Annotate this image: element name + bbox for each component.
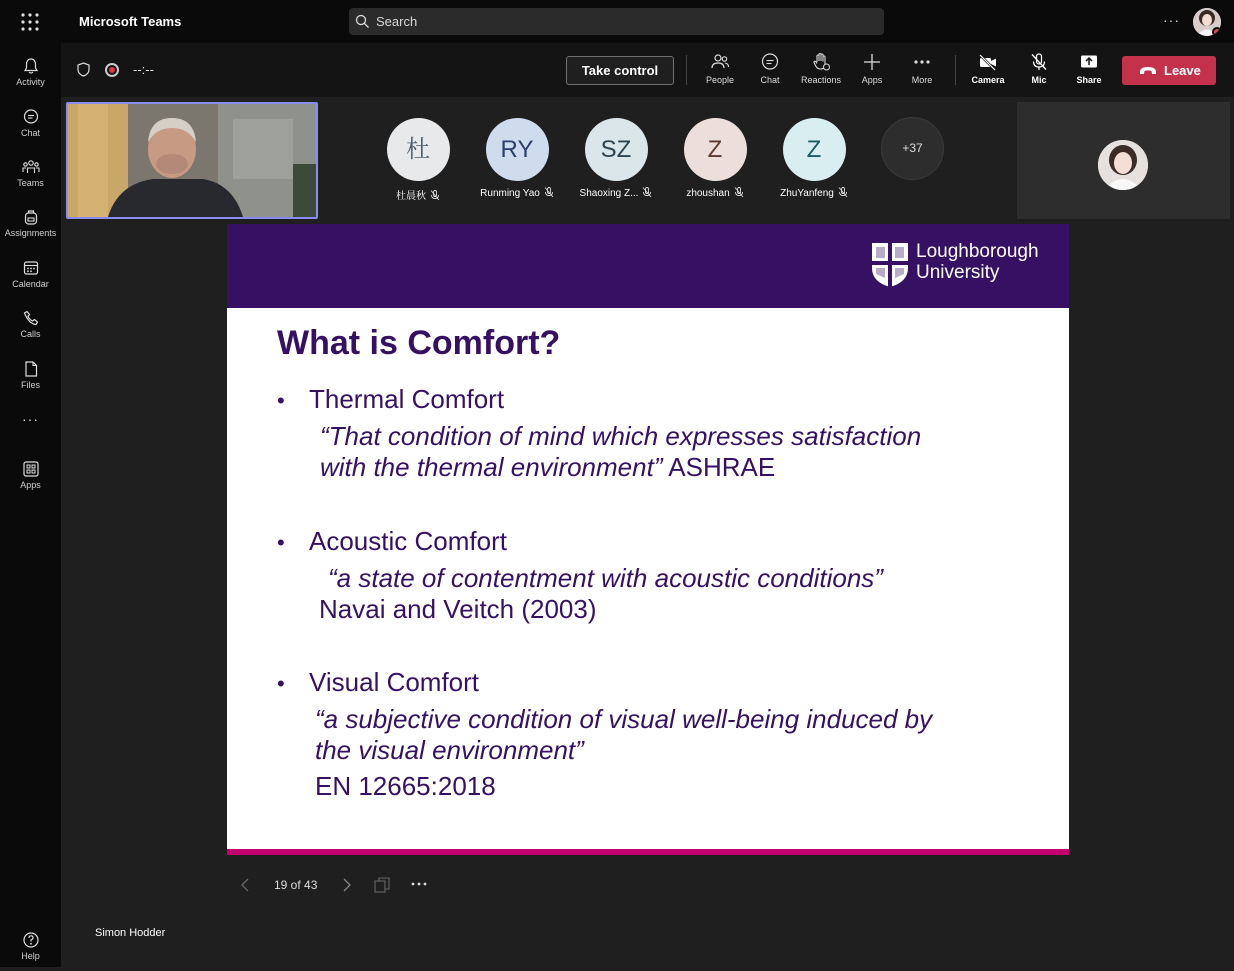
camera-label: Camera: [971, 75, 1005, 85]
participant-name-row: [472, 187, 562, 199]
participant-avatar: SZ: [585, 118, 648, 181]
slide-header: [227, 224, 1069, 308]
apps-icon: [22, 460, 40, 478]
university-name-line1: Loughborough: [916, 241, 1039, 262]
more-label: More: [911, 75, 933, 85]
participant-name: ZhuYanfeng: [780, 188, 834, 199]
rail-label: Calendar: [12, 279, 49, 289]
speaker-video-tile[interactable]: [66, 102, 318, 219]
rail-label: Chat: [20, 128, 40, 138]
presence-status-icon: [1212, 27, 1221, 36]
university-name: [916, 241, 1039, 283]
people-icon: [710, 52, 730, 72]
quote-source: ASHRAE: [662, 452, 776, 482]
bullet-heading: Acoustic Comfort: [309, 526, 507, 556]
people-button[interactable]: [695, 49, 745, 93]
quote-thermal: [320, 421, 921, 483]
participant-name-row: [373, 187, 463, 202]
participant-tile[interactable]: [472, 118, 562, 199]
apps-label: Apps: [861, 75, 883, 85]
slide-overview-icon[interactable]: [374, 877, 390, 893]
quote-line: “That condition of mind which expresses satisfaction: [320, 421, 922, 451]
bullet-heading: Visual Comfort: [309, 667, 480, 697]
self-video-tile[interactable]: [1017, 102, 1230, 219]
leave-button[interactable]: [1122, 56, 1216, 85]
mic-button[interactable]: [1014, 49, 1064, 93]
raise-hand-icon: [811, 52, 831, 72]
more-icon: [912, 52, 932, 72]
quote-acoustic: “a state of contentment with acoustic conditions”: [328, 563, 883, 593]
bullet-dot: •: [277, 388, 285, 413]
rail-item-chat[interactable]: [0, 100, 61, 148]
divider: [686, 55, 687, 85]
participant-name-row: [670, 187, 760, 199]
chat-icon: [22, 108, 40, 126]
chat-label: Chat: [760, 75, 780, 85]
slide-more-options-icon[interactable]: [411, 881, 427, 887]
rail-item-calendar[interactable]: [0, 251, 61, 299]
participant-name: zhoushan: [686, 188, 730, 199]
help-icon: [22, 931, 40, 949]
recording-icon: [105, 63, 119, 77]
search-icon: [355, 14, 370, 29]
quote-visual: [315, 704, 932, 766]
presenter-name: Simon Hodder: [95, 927, 166, 939]
camera-off-icon: [978, 52, 998, 72]
camera-button[interactable]: [963, 49, 1013, 93]
participant-avatar: Z: [684, 118, 747, 181]
rail-item-teams[interactable]: [0, 150, 61, 198]
next-slide-icon[interactable]: [342, 878, 352, 892]
participant-tile[interactable]: [670, 118, 760, 199]
rail-item-files[interactable]: [0, 352, 61, 400]
apps-button[interactable]: [847, 49, 897, 93]
participant-tile[interactable]: [769, 118, 859, 199]
rail-item-calls[interactable]: [0, 301, 61, 349]
quote-line: the visual environment”: [315, 735, 584, 765]
bell-icon: [22, 57, 40, 75]
university-name-line2: University: [916, 262, 1000, 283]
search-input[interactable]: [376, 8, 876, 35]
app-launcher-icon[interactable]: [20, 12, 40, 32]
search-box[interactable]: [349, 8, 884, 35]
teams-icon: [22, 158, 40, 176]
self-avatar: [1098, 140, 1148, 190]
bullet-dot: •: [277, 530, 285, 555]
chat-button[interactable]: [745, 49, 795, 93]
mic-muted-icon: [544, 187, 554, 198]
more-participants-button[interactable]: +37: [881, 117, 944, 180]
participant-name: Runming Yao: [480, 188, 540, 199]
bullet-heading: Thermal Comfort: [309, 384, 505, 414]
mic-muted-icon: [642, 187, 652, 198]
reactions-label: Reactions: [800, 75, 842, 85]
people-label: People: [705, 75, 735, 85]
settings-more-icon[interactable]: ···: [1163, 12, 1180, 28]
more-button[interactable]: [897, 49, 947, 93]
rail-more-icon[interactable]: ···: [22, 411, 39, 427]
share-label: Share: [1076, 75, 1102, 85]
participant-avatar: RY: [486, 118, 549, 181]
rail-label: Activity: [16, 77, 45, 87]
quote-line-2: [320, 452, 921, 483]
mic-muted-icon: [838, 187, 848, 198]
previous-slide-icon[interactable]: [240, 878, 250, 892]
leave-label: Leave: [1164, 63, 1201, 78]
participant-avatar: 杜: [387, 118, 450, 181]
rail-item-assignments[interactable]: [0, 200, 61, 248]
rail-label: Teams: [17, 178, 44, 188]
calendar-icon: [22, 259, 40, 277]
rail-item-apps[interactable]: [0, 452, 61, 500]
participant-name: 杜晨秋: [396, 191, 426, 202]
bullet-thermal: [277, 384, 504, 415]
mic-muted-icon: [734, 187, 744, 198]
participant-avatar: Z: [783, 118, 846, 181]
phone-icon: [22, 309, 40, 327]
participant-tile[interactable]: [571, 118, 661, 199]
backpack-icon: [22, 208, 40, 226]
mic-label: Mic: [1031, 75, 1047, 85]
participant-name: Shaoxing Z...: [579, 188, 639, 199]
rail-label: Apps: [20, 480, 41, 490]
shield-icon[interactable]: [77, 62, 90, 77]
citation-acoustic: Navai and Veitch (2003): [319, 594, 597, 624]
rail-item-help[interactable]: [0, 923, 61, 971]
presentation-slide: [227, 224, 1069, 855]
take-control-button[interactable]: Take control: [566, 56, 674, 85]
rail-label: Calls: [20, 329, 41, 339]
meeting-stage: [61, 97, 1234, 967]
hang-up-icon: [1139, 66, 1157, 75]
participant-name-row: [769, 187, 859, 199]
participant-name-row: [571, 187, 661, 199]
bullet-dot: •: [277, 671, 285, 696]
reactions-button[interactable]: [796, 49, 846, 93]
slide-counter: 19 of 43: [274, 878, 318, 892]
file-icon: [22, 360, 40, 378]
meeting-control-bar: [61, 43, 1234, 97]
rail-label: Help: [21, 951, 40, 961]
rail-item-activity[interactable]: [0, 49, 61, 97]
rail-label: Assignments: [4, 228, 57, 238]
title-bar: [0, 0, 1234, 43]
bullet-visual: [277, 667, 479, 698]
divider: [955, 55, 956, 85]
participant-tile[interactable]: [373, 118, 463, 202]
meeting-timer: --:--: [133, 62, 154, 77]
university-crest-logo: [871, 242, 909, 288]
speaker-video-frame: [68, 104, 316, 217]
plus-icon: [862, 52, 882, 72]
chat-icon: [760, 52, 780, 72]
share-button[interactable]: [1064, 49, 1114, 93]
slide-footer-bar: [227, 849, 1069, 855]
app-title: Microsoft Teams: [79, 14, 182, 29]
mic-muted-icon: [430, 190, 440, 201]
bullet-acoustic: [277, 526, 507, 557]
mic-off-icon: [1029, 52, 1049, 72]
citation-visual: EN 12665:2018: [315, 771, 496, 801]
quote-line: with the thermal environment”: [320, 452, 663, 482]
quote-line: “a subjective condition of visual well-being induced by: [315, 704, 933, 734]
app-rail: [0, 43, 61, 967]
slide-navigation: [236, 875, 436, 895]
share-screen-icon: [1079, 52, 1099, 72]
slide-title: What is Comfort?: [277, 324, 561, 362]
rail-label: Files: [20, 380, 40, 390]
user-avatar[interactable]: [1193, 8, 1221, 36]
